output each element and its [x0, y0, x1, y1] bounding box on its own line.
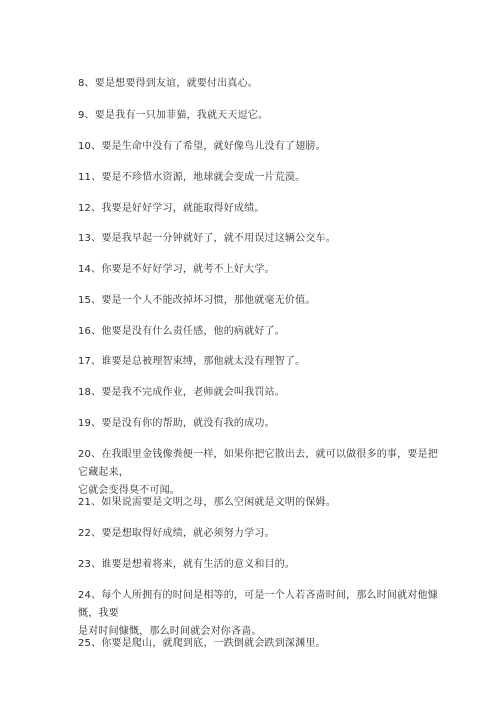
item-number: 21、 [78, 497, 102, 508]
item-number: 13、 [78, 233, 102, 244]
item-number: 12、 [78, 203, 102, 214]
list-item [78, 587, 438, 641]
list-item [78, 556, 438, 574]
list-item [78, 107, 438, 125]
item-number: 14、 [78, 264, 102, 275]
item-text: 我要是好好学习，就能取得好成绩。 [101, 203, 265, 214]
list-item [78, 230, 438, 248]
item-text: 你要是不好好学习，就考不上好大学。 [101, 264, 275, 275]
list-item [78, 446, 438, 500]
item-number: 15、 [78, 295, 102, 306]
item-number: 18、 [78, 387, 102, 398]
item-text: 要是生命中没有了希望，就好像鸟儿没有了翅膀。 [101, 141, 326, 152]
item-text-continued: 是对时间慷慨，那么时间就会对你吝啬。 [78, 626, 262, 637]
item-number: 24、 [78, 590, 102, 601]
list-item [78, 200, 438, 218]
list-item [78, 635, 438, 653]
item-text: 要是没有你的帮助，就没有我的成功。 [101, 418, 275, 429]
list-item [78, 169, 438, 187]
list-item [78, 75, 438, 93]
list-item [78, 353, 438, 371]
item-number: 22、 [78, 528, 102, 539]
list-item [78, 261, 438, 279]
item-text: 在我眼里金钱像粪便一样，如果你把它散出去，就可以做很多的事，要是把它藏起来， [78, 449, 438, 478]
item-text: 他要是没有什么责任感，他的病就好了。 [101, 326, 285, 337]
item-number: 20、 [78, 449, 102, 460]
item-number: 23、 [78, 559, 102, 570]
list-item [78, 415, 438, 433]
list-item [78, 494, 438, 512]
item-number: 9、 [78, 110, 95, 121]
item-text: 谁要是想着将来，就有生活的意义和目的。 [101, 559, 296, 570]
item-text: 要是一个人不能改掉坏习惯，那他就毫无价值。 [101, 295, 316, 306]
item-text: 要是我早起一分钟就好了，就不用误过这辆公交车。 [101, 233, 336, 244]
list-item [78, 138, 438, 156]
item-number: 17、 [78, 356, 102, 367]
item-text: 要是我有一只加菲猫，我就天天逗它。 [94, 110, 269, 121]
list-item [78, 323, 438, 341]
item-text: 你要是爬山，就爬到底，一跌倒就会跌到深渊里。 [101, 638, 326, 649]
item-text: 要是不珍惜水资源，地球就会变成一片荒漠。 [101, 172, 306, 183]
item-text: 谁要是总被理智束缚，那他就太没有理智了。 [101, 356, 306, 367]
item-number: 16、 [78, 326, 102, 337]
item-number: 8、 [78, 78, 95, 89]
item-text: 每个人所拥有的时间是相等的，可是一个人若吝啬时间，那么时间就对他慷慨，我要 [78, 590, 438, 619]
item-text: 要是想要得到友谊，就要付出真心。 [94, 78, 258, 89]
item-text: 如果说需要是文明之母，那么空闲就是文明的保姆。 [101, 497, 336, 508]
item-number: 10、 [78, 141, 102, 152]
item-number: 11、 [78, 172, 102, 183]
item-text-continued: 它就会变得臭不可闻。 [78, 485, 180, 496]
item-number: 25、 [78, 638, 102, 649]
list-item [78, 525, 438, 543]
item-text: 要是我不完成作业，老师就会叫我罚站。 [101, 387, 285, 398]
item-text: 要是想取得好成绩，就必须努力学习。 [101, 528, 275, 539]
list-item [78, 292, 438, 310]
list-item [78, 384, 438, 402]
item-number: 19、 [78, 418, 102, 429]
